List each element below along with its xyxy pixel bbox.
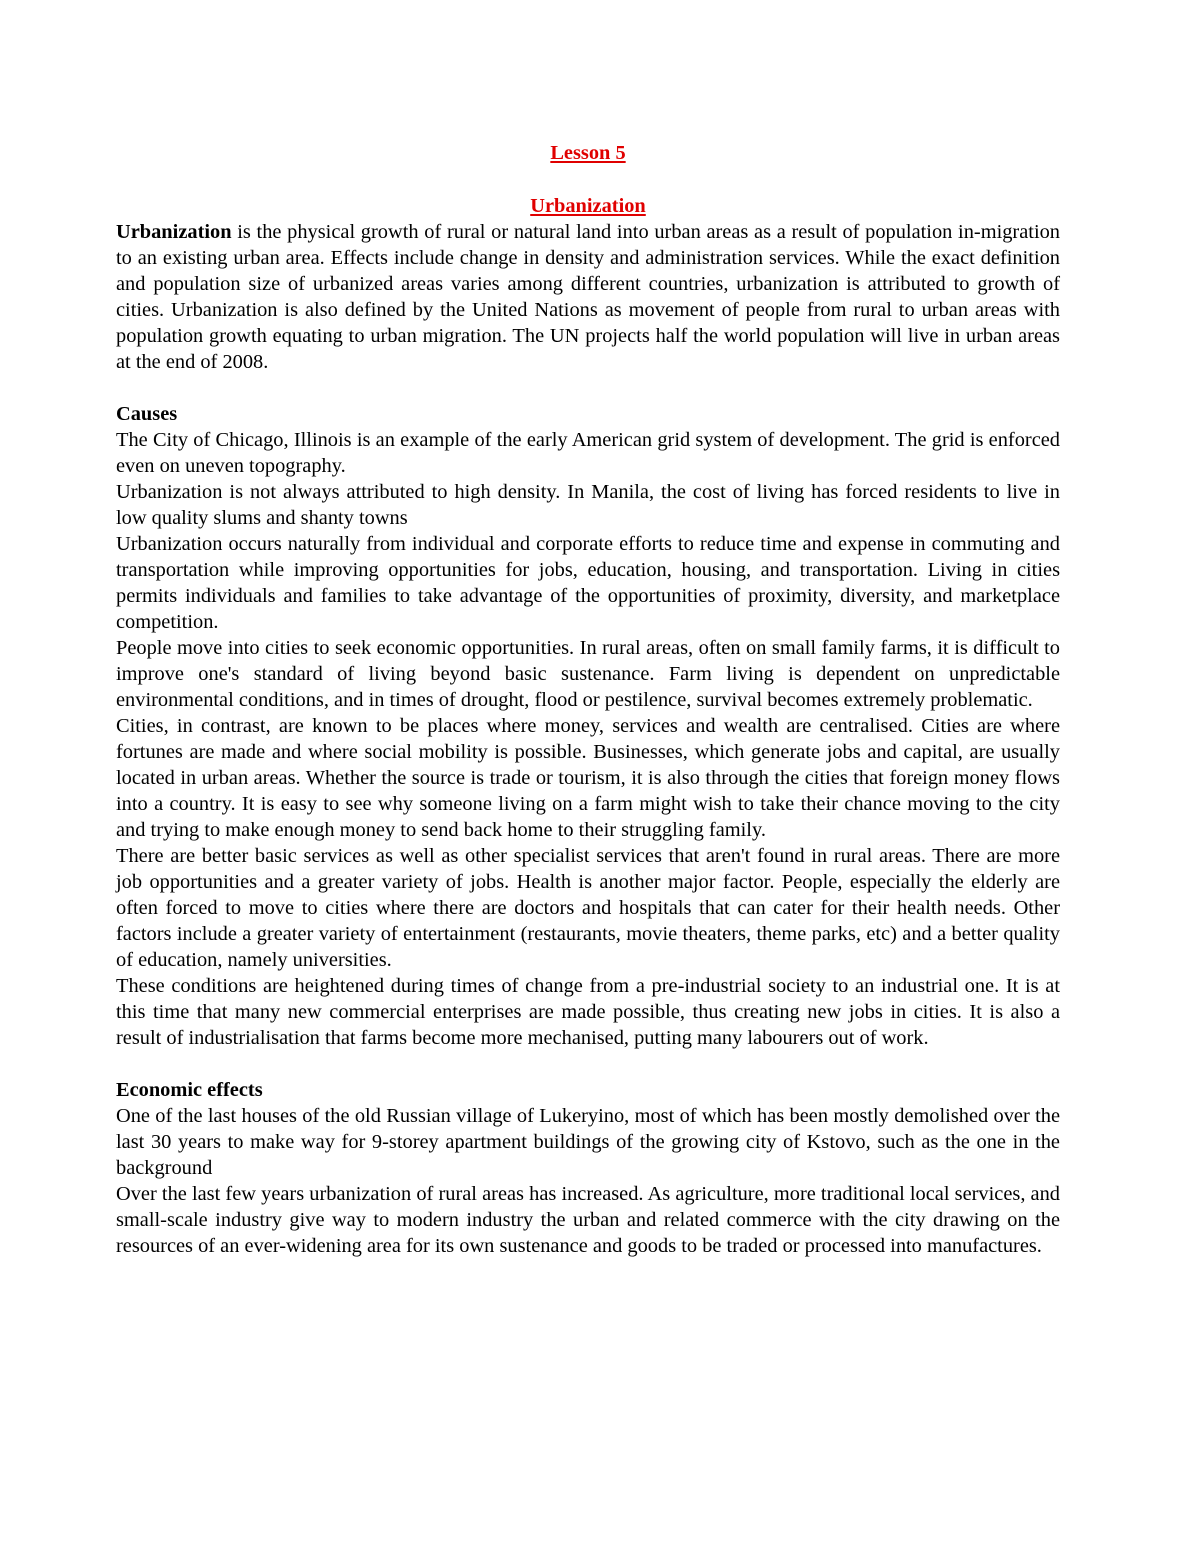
lesson-title: Lesson 5 bbox=[550, 142, 626, 164]
economic-effects-paragraph: Over the last few years urbanization of rural areas has increased. As agriculture, more traditional local services, and small-scale industry give way to modern industry the urban and related commerce with the city drawing on the resources of an ever-widening area for its own sustenance and goods to be traded or processed into manufactures. bbox=[116, 1183, 1060, 1257]
economic-effects-heading: Economic effects bbox=[116, 1079, 263, 1101]
causes-paragraph: Urbanization occurs naturally from individual and corporate efforts to reduce time and expense in commuting and transportation while improving opportunities for jobs, education, housing, and transportation. Living in cities permits individuals and families to take advantage of the opportunities of proximity, diversity, and marketplace competition. bbox=[116, 533, 1060, 633]
intro-term: Urbanization bbox=[116, 221, 232, 243]
economic-effects-paragraph: One of the last houses of the old Russian village of Lukeryino, most of which has been mostly demolished over the last 30 years to make way for 9-storey apartment buildings of the growing city of Kstovo, such as the one in the background bbox=[116, 1105, 1060, 1179]
causes-paragraph: The City of Chicago, Illinois is an example of the early American grid system of development. The grid is enforced even on uneven topography. bbox=[116, 429, 1060, 477]
document-page bbox=[116, 140, 1060, 1259]
causes-paragraph: People move into cities to seek economic opportunities. In rural areas, often on small family farms, it is difficult to improve one's standard of living beyond basic sustenance. Farm living is dependent on unpredictable environmental conditions, and in times of drought, flood or pestilence, survival becomes extremely problematic. bbox=[116, 637, 1060, 711]
causes-paragraph: Urbanization is not always attributed to high density. In Manila, the cost of living has forced residents to live in low quality slums and shanty towns bbox=[116, 481, 1060, 529]
intro-paragraph bbox=[116, 219, 1060, 375]
causes-heading: Causes bbox=[116, 403, 178, 425]
intro-text: is the physical growth of rural or natural land into urban areas as a result of population in-migration to an existing urban area. Effects include change in density and administration services. While the exact definition and population size of urbanized areas varies among different countries, urbanization is attributed to growth of cities. Urbanization is also defined by the United Nations as movement of people from rural to urban areas with population growth equating to urban migration. The UN projects half the world population will live in urban areas at the end of 2008. bbox=[116, 221, 1060, 373]
causes-paragraph: These conditions are heightened during times of change from a pre-industrial society to an industrial one. It is at this time that many new commercial enterprises are made possible, thus creating new jobs in cities. It is also a result of industrialisation that farms become more mechanised, putting many labourers out of work. bbox=[116, 975, 1060, 1049]
causes-paragraph: Cities, in contrast, are known to be places where money, services and wealth are centralised. Cities are where fortunes are made and where social mobility is possible. Businesses, which generate jobs and capital, are usually located in urban areas. Whether the source is trade or tourism, it is also through the cities that foreign money flows into a country. It is easy to see why someone living on a farm might wish to take their chance moving to the city and trying to make enough money to send back home to their struggling family. bbox=[116, 715, 1060, 841]
topic-title: Urbanization bbox=[530, 195, 646, 217]
causes-paragraph: There are better basic services as well as other specialist services that aren't found in rural areas. There are more job opportunities and a greater variety of jobs. Health is another major factor. People, especially the elderly are often forced to move to cities where there are doctors and hospitals that can cater for their health needs. Other factors include a greater variety of entertainment (restaurants, movie theaters, theme parks, etc) and a better quality of education, namely universities. bbox=[116, 845, 1060, 971]
